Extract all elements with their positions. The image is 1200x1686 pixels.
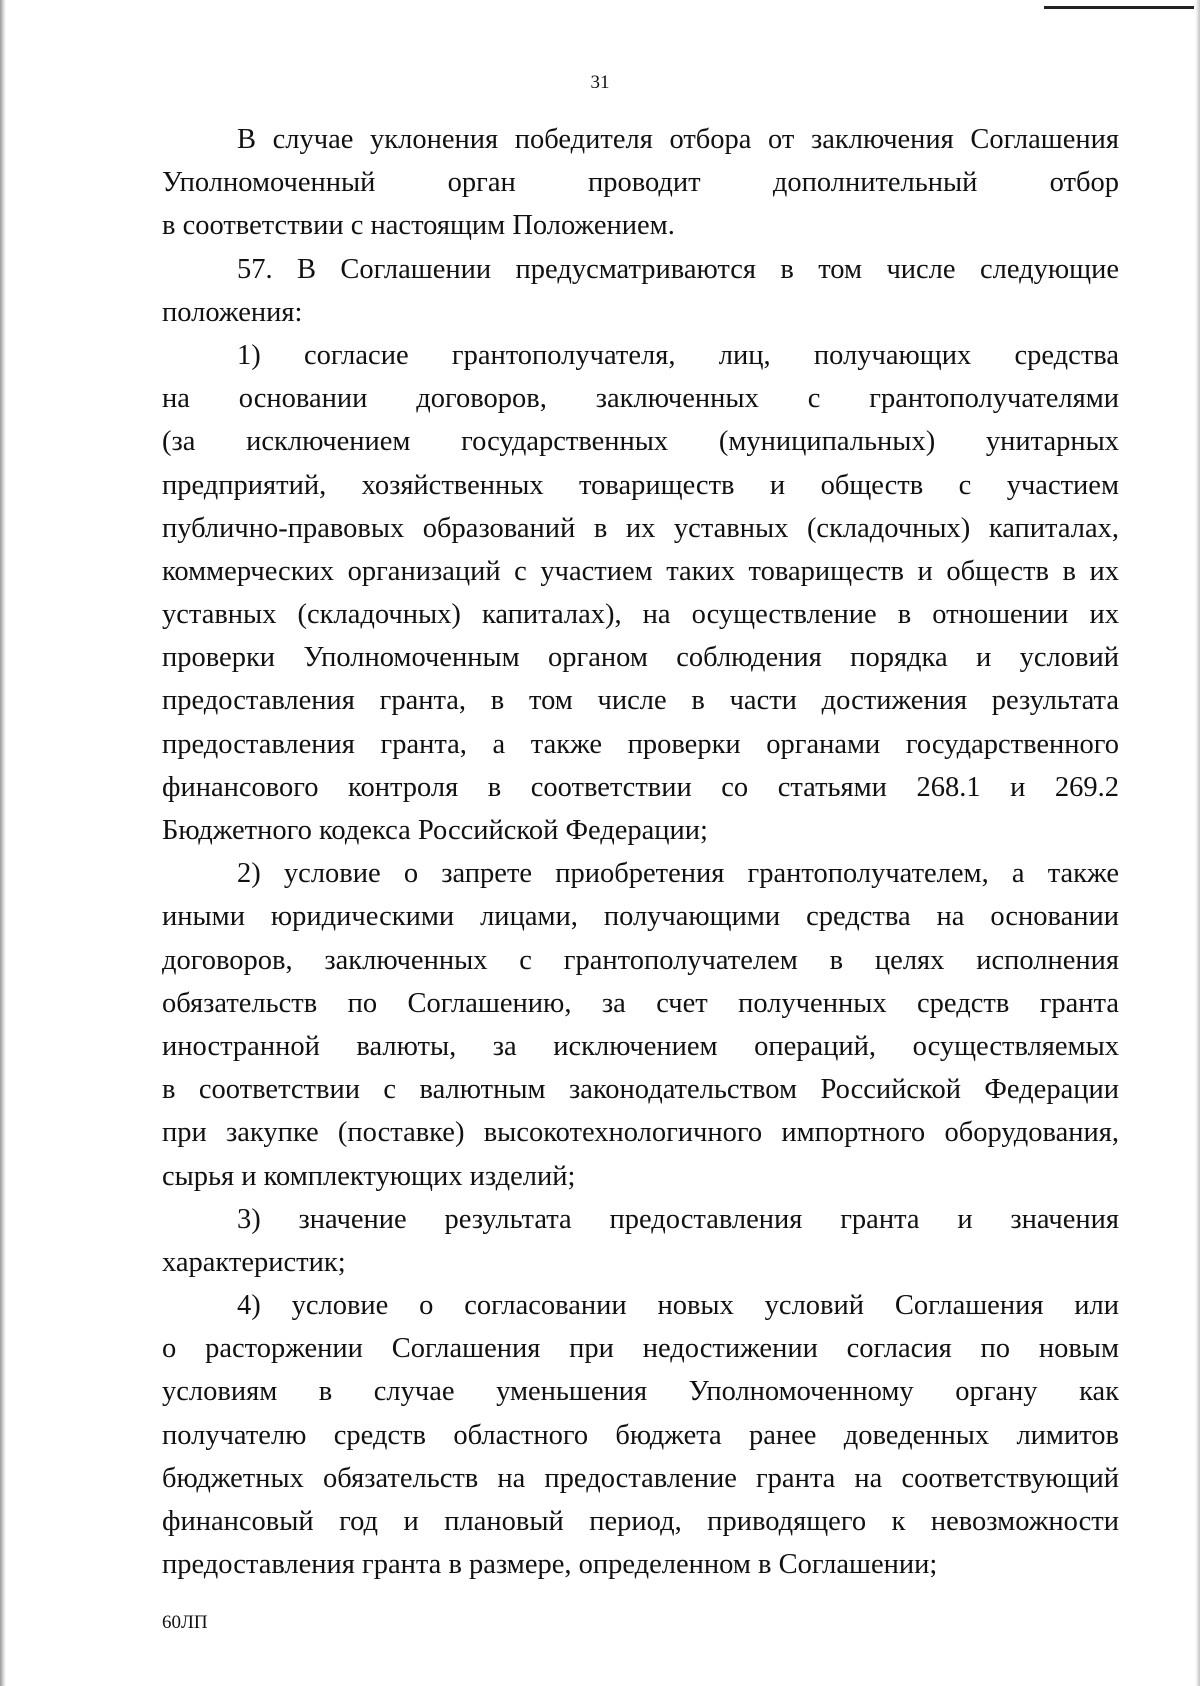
text-line: Бюджетного кодекса Российской Федерации; — [162, 815, 708, 846]
text-line: 2) условие о запрете приобретения грантополучателем, а также — [237, 858, 1119, 890]
text-line: в соответствии с настоящим Положением. — [162, 210, 675, 242]
text-line: о расторжении Соглашения при недостижении согласия по новым — [162, 1333, 1119, 1365]
text-line: на основании договоров, заключенных с грантополучателями — [162, 383, 1119, 415]
paragraph-evasion — [162, 118, 1119, 248]
text-line: Уполномоченный орган проводит дополнительный отбор — [162, 167, 1119, 199]
text-line: получателю средств областного бюджета ранее доведенных лимитов — [162, 1419, 1119, 1451]
paragraph-subitem-2 — [162, 852, 1119, 1198]
text-line: финансового контроля в соответствии со статьями 268.1 и 269.2 — [162, 771, 1119, 803]
text-line: иными юридическими лицами, получающими средства на основании — [162, 901, 1119, 933]
paragraph-item-57 — [162, 248, 1119, 334]
text-line: 57. В Соглашении предусматриваются в том числе следующие — [237, 253, 1119, 285]
text-line: в соответствии с валютным законодательством Российской Федерации — [162, 1074, 1119, 1106]
text-line: 4) условие о согласовании новых условий Соглашения или — [237, 1290, 1119, 1322]
text-line: иностранной валюты, за исключением операций, осуществляемых — [162, 1030, 1119, 1062]
text-line: предоставления гранта, в том числе в части достижения результата — [162, 685, 1119, 717]
scan-edge-top-mark — [1044, 6, 1194, 9]
document-body — [162, 118, 1119, 1586]
scan-edge-left — [0, 0, 6, 1686]
text-line: публично-правовых образований в их уставных (складочных) капиталах, — [162, 512, 1119, 544]
text-line: характеристик; — [162, 1246, 346, 1278]
text-line: договоров, заключенных с грантополучателем в целях исполнения — [162, 944, 1119, 976]
text-line: коммерческих организаций с участием таких товариществ и обществ в их — [162, 555, 1119, 587]
text-line: положения: — [162, 296, 303, 328]
document-code: 60ЛП — [162, 1612, 208, 1633]
text-line: 3) значение результата предоставления гранта и значения — [237, 1203, 1119, 1235]
text-line: бюджетных обязательств на предоставление гранта на соответствующий — [162, 1462, 1119, 1494]
text-line: В случае уклонения победителя отбора от заключения Соглашения — [237, 124, 1119, 155]
text-line: финансовый год и плановый период, приводящего к невозможности — [162, 1506, 1119, 1537]
paragraph-subitem-3 — [162, 1198, 1119, 1284]
paragraph-subitem-1 — [162, 334, 1119, 852]
text-line: условиям в случае уменьшения Уполномоченному органу как — [162, 1376, 1119, 1408]
text-line: предприятий, хозяйственных товариществ и обществ с участием — [162, 469, 1119, 501]
text-line: при закупке (поставке) высокотехнологичного импортного оборудования, — [162, 1117, 1119, 1149]
paragraph-subitem-4 — [162, 1284, 1119, 1586]
text-line: обязательств по Соглашению, за счет полученных средств гранта — [162, 987, 1119, 1019]
text-line: предоставления гранта, а также проверки органами государственного — [162, 728, 1119, 760]
scan-edge-right — [1195, 0, 1200, 1686]
text-line: проверки Уполномоченным органом соблюдения порядка и условий — [162, 642, 1119, 674]
text-line: (за исключением государственных (муниципальных) унитарных — [162, 426, 1119, 458]
text-line: 1) согласие грантополучателя, лиц, получающих средства — [237, 339, 1119, 371]
text-line: уставных (складочных) капиталах), на осуществление в отношении их — [162, 599, 1119, 631]
text-line: предоставления гранта в размере, определенном в Соглашении; — [162, 1549, 938, 1581]
text-line: сырья и комплектующих изделий; — [162, 1160, 576, 1192]
page-number: 31 — [590, 72, 610, 93]
